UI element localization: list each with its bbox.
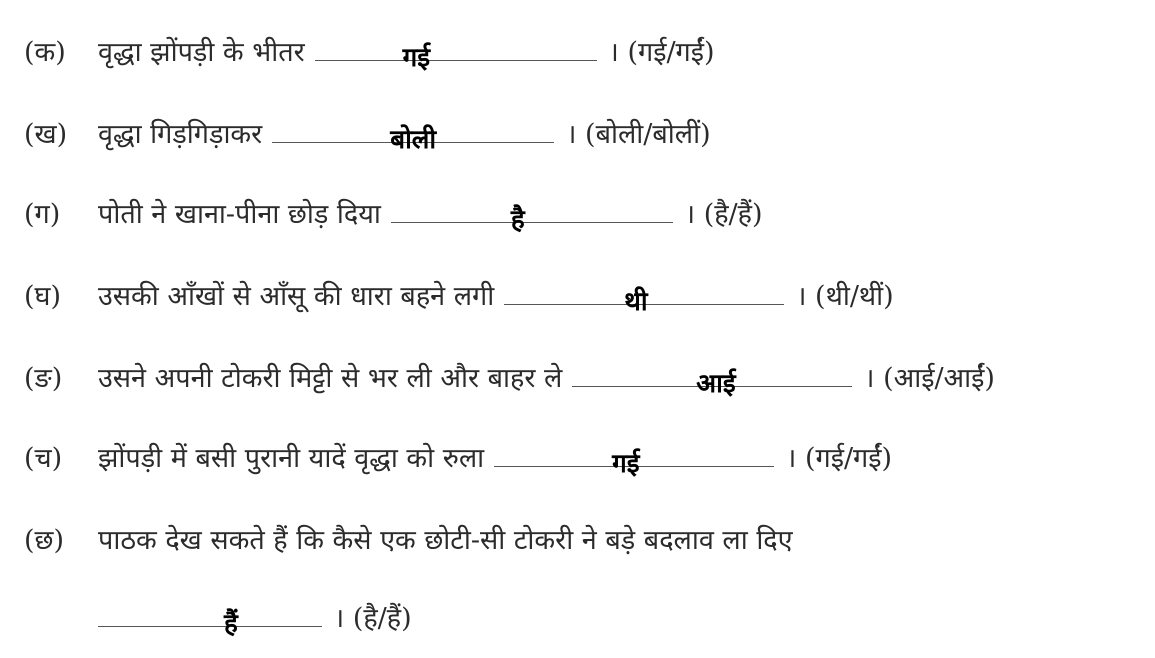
question-text: वृद्धा गिड़गिड़ाकर [98,118,263,150]
answer-blank [391,202,673,235]
question-row [24,356,995,399]
question-row [24,518,793,558]
question-text: पोती ने खाना-पीना छोड़ दिया [98,198,381,230]
question-text: उसने अपनी टोकरी मिट्टी से भर ली और बाहर ले [98,362,563,394]
item-label: (क) [24,36,66,68]
item-label: (च) [24,442,63,474]
question-text: झोंपड़ी में बसी पुरानी यादें वृद्धा को रुला [98,442,485,474]
question-row-continuation [88,596,412,639]
answer-text: है [510,204,525,235]
item-label: (ङ) [24,362,63,394]
answer-text: हैं [224,608,238,639]
item-label: (ग) [24,198,61,230]
question-row [24,192,763,235]
question-text: वृद्धा झोंपड़ी के भीतर [98,36,305,68]
answer-text: बोली [390,124,437,155]
answer-blank [315,40,597,73]
options-text: । (बोली/बोलीं) [566,118,711,150]
options-text: । (है/हैं) [684,198,763,230]
answer-text: गई [612,448,640,479]
question-text: पाठक देख सकते हैं कि कैसे एक छोटी-सी टोकरी ने बड़े बदलाव ला दिए [98,524,793,556]
answer-blank [504,284,784,317]
question-row [24,112,711,155]
options-text: । (थी/थीं) [796,280,894,312]
question-row [24,436,893,479]
item-label: (घ) [24,280,62,312]
options-text: । (है/हैं) [334,602,412,634]
options-text: । (गई/गईं) [608,36,715,68]
answer-blank [494,446,774,479]
question-row [24,30,715,73]
answer-blank [272,122,554,155]
answer-blank [98,606,322,639]
options-text: । (आई/आईं) [864,362,995,394]
item-label: (छ) [24,524,64,556]
answer-blank [572,366,852,399]
question-row [24,274,894,317]
question-text: उसकी आँखों से आँसू की धारा बहने लगी [98,280,495,312]
options-text: । (गई/गईं) [786,442,893,474]
answer-text: गई [402,42,431,73]
answer-text: थी [624,286,648,317]
answer-text: आई [696,368,736,399]
item-label: (ख) [24,118,68,150]
